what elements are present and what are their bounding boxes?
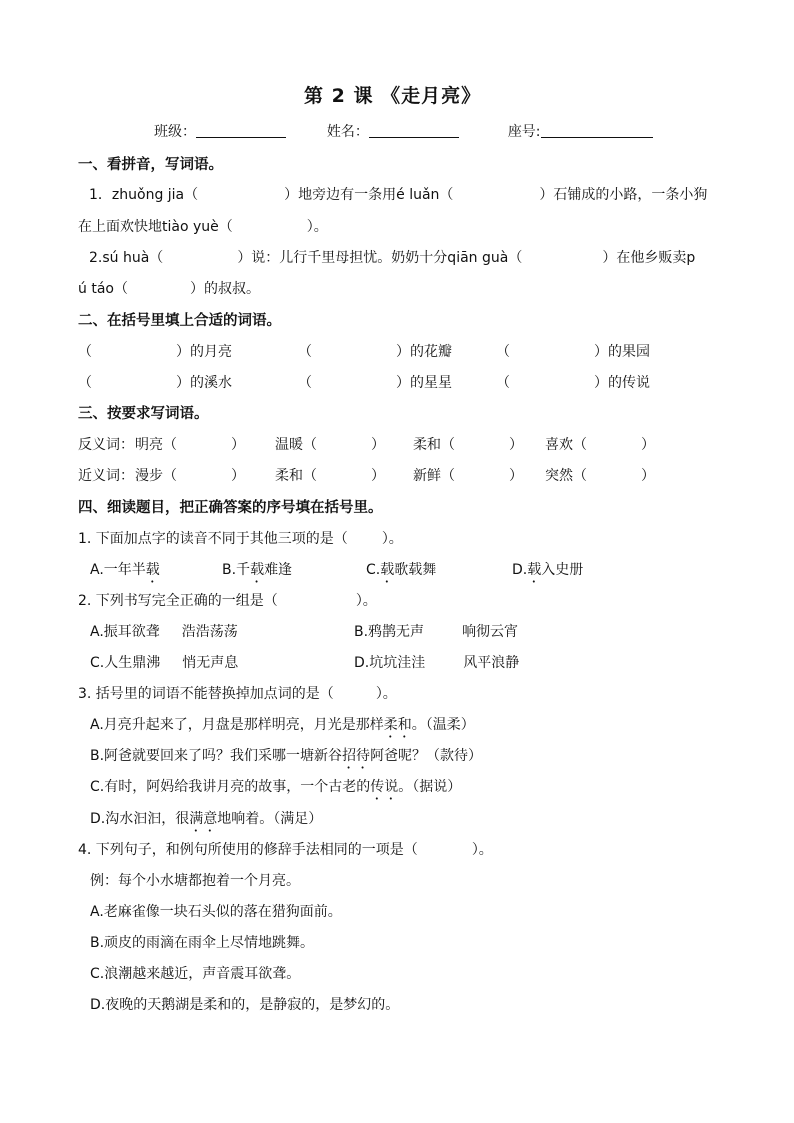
s1-q2-line2 xyxy=(78,279,260,299)
opt-text: 响彻云宵 xyxy=(462,624,519,640)
s4-q4-example: 例：每个小水塘都抱着一个月亮。 xyxy=(90,873,300,889)
synonym-4[interactable] xyxy=(545,466,655,486)
s2-item-3-text: ）的果园 xyxy=(594,344,650,360)
dotted-char: 载 xyxy=(250,562,265,578)
opt-text: C.有时，阿妈给我讲月亮的故事，一个古老的 xyxy=(90,779,371,795)
s4-q2-option-b[interactable] xyxy=(354,622,518,642)
seat-field[interactable] xyxy=(541,122,653,138)
s4-q2-option-d[interactable] xyxy=(354,653,519,673)
synonym-label: 近义词： xyxy=(78,468,134,484)
antonym-1-word: 明亮（ xyxy=(135,437,177,453)
opt-text: D.沟水汩汩，很 xyxy=(90,811,190,827)
s4-q3-option-a[interactable] xyxy=(90,715,475,741)
synonym-4-word: 突然（ xyxy=(545,468,587,484)
opt-text: 悄无声息 xyxy=(182,655,239,671)
s2-item-4-text: ）的溪水 xyxy=(176,375,232,391)
s1-q2-line1 xyxy=(89,248,695,268)
antonym-4[interactable] xyxy=(545,435,655,455)
dotted-word: 满意 xyxy=(189,811,218,827)
class-label: 班级： xyxy=(154,124,196,140)
s4-q3-stem-end: ）。 xyxy=(375,686,397,702)
s4-q3-stem xyxy=(78,684,397,704)
open-paren: （ xyxy=(298,375,312,391)
s1-q2-text-c: ）在他乡贩卖p xyxy=(602,250,696,266)
s2-item-1[interactable] xyxy=(78,342,232,362)
s4-q3-option-c[interactable] xyxy=(90,777,461,803)
dotted-char: 载 xyxy=(527,562,542,578)
s2-item-6-text: ）的传说 xyxy=(594,375,650,391)
synonym-2[interactable] xyxy=(275,466,385,486)
s2-item-5-text: ）的星星 xyxy=(396,375,452,391)
section-4-heading: 四、细读题目，把正确答案的序号填在括号里。 xyxy=(78,500,383,516)
name-label: 姓名： xyxy=(326,124,369,140)
s1-q1-line1 xyxy=(89,185,707,205)
antonym-2[interactable] xyxy=(275,435,385,455)
opt-text: C.人生鼎沸 xyxy=(90,655,161,671)
antonym-2-word: 温暖（ xyxy=(275,437,317,453)
s4-q4-stem xyxy=(78,840,493,860)
s1-q2-text-e: ）的叔叔。 xyxy=(189,281,260,297)
s1-q2-text-a: 2.sú huà（ xyxy=(89,250,164,266)
s1-q1-text-e: ）。 xyxy=(306,219,328,235)
s4-q4-option-b[interactable]: B.顽皮的雨滴在雨伞上尽情地跳舞。 xyxy=(90,935,315,951)
s4-q2-stem xyxy=(78,591,377,611)
seat-label: 座号: xyxy=(507,124,541,140)
close-paren: ） xyxy=(641,437,655,453)
s4-q1-stem xyxy=(78,529,403,549)
s4-q3-option-d[interactable] xyxy=(90,809,322,835)
close-paren: ） xyxy=(231,437,245,453)
close-paren: ） xyxy=(641,468,655,484)
s4-q1-option-b[interactable] xyxy=(222,560,292,586)
antonym-1[interactable] xyxy=(135,435,245,455)
s4-q4-option-d[interactable]: D.夜晚的天鹅湖是柔和的，是静寂的，是梦幻的。 xyxy=(90,997,400,1013)
opt-text: 风平浪静 xyxy=(463,655,520,671)
section-3-heading: 三、按要求写词语。 xyxy=(78,406,209,422)
section-1-heading: 一、看拼音，写词语。 xyxy=(78,157,223,173)
opt-text: 浩浩荡荡 xyxy=(181,624,238,640)
opt-text: B.千 xyxy=(222,562,251,578)
s4-q2-stem-text: 2. 下列书写完全正确的一组是（ xyxy=(78,593,278,609)
s4-q3-option-b[interactable] xyxy=(90,746,482,772)
antonym-label: 反义词： xyxy=(78,437,134,453)
s4-q4-stem-end: ）。 xyxy=(471,842,493,858)
s4-q2-option-a[interactable] xyxy=(90,622,238,642)
student-info-row xyxy=(154,122,653,142)
opt-text: A.振耳欲聋 xyxy=(90,624,160,640)
s1-q1-text-c: ）石铺成的小路，一条小狗 xyxy=(539,187,708,203)
opt-text: 歌载舞 xyxy=(394,562,437,578)
synonym-1[interactable] xyxy=(135,466,245,486)
opt-text: A.月亮升起来了，月盘是那样明亮，月光是那样 xyxy=(90,717,384,733)
dotted-char: 载 xyxy=(380,562,395,578)
opt-text: B.鸦鹊无声 xyxy=(354,624,425,640)
synonym-1-word: 漫步（ xyxy=(135,468,177,484)
s2-item-2[interactable] xyxy=(298,342,452,362)
opt-text: 。（温柔） xyxy=(411,717,475,733)
s2-item-5[interactable] xyxy=(298,373,452,393)
s4-q1-stem-text: 1. 下面加点字的读音不同于其他三项的是（ xyxy=(78,531,348,547)
s2-item-2-text: ）的花瓣 xyxy=(396,344,452,360)
opt-text: D. xyxy=(512,562,528,578)
s2-item-4[interactable] xyxy=(78,373,232,393)
s1-q1-text-a: 1．zhuǒng jia（ xyxy=(89,187,199,203)
s2-item-6[interactable] xyxy=(496,373,650,393)
s1-q1-line2 xyxy=(78,217,328,237)
section-2-heading: 二、在括号里填上合适的词语。 xyxy=(78,313,281,329)
s1-q2-text-b: ）说：儿行千里母担忧。奶奶十分qiān guà（ xyxy=(237,250,523,266)
s2-item-1-text: ）的月亮 xyxy=(176,344,232,360)
s4-q4-option-c[interactable]: C.浪潮越来越近，声音震耳欲聋。 xyxy=(90,966,301,982)
s4-q4-option-a[interactable]: A.老麻雀像一块石头似的落在猎狗面前。 xyxy=(90,904,342,920)
class-field[interactable] xyxy=(196,122,286,138)
s4-q1-option-d[interactable] xyxy=(512,560,583,586)
synonym-3-word: 新鲜（ xyxy=(413,468,455,484)
s4-q2-option-c[interactable] xyxy=(90,653,238,673)
opt-text: 地响着。（满足） xyxy=(217,811,323,827)
close-paren: ） xyxy=(371,468,385,484)
synonym-2-word: 柔和（ xyxy=(275,468,317,484)
opt-text: 难逢 xyxy=(264,562,293,578)
s1-q1-text-d: 在上面欢快地tiào yuè（ xyxy=(78,219,233,235)
close-paren: ） xyxy=(509,437,523,453)
s1-q2-text-d: ú táo（ xyxy=(78,281,128,297)
close-paren: ） xyxy=(371,437,385,453)
dotted-word: 传说 xyxy=(370,779,399,795)
s4-q1-stem-end: ）。 xyxy=(381,531,403,547)
s4-q4-stem-text: 4. 下列句子，和例句所使用的修辞手法相同的一项是（ xyxy=(78,842,418,858)
open-paren: （ xyxy=(78,375,92,391)
dotted-word: 柔和 xyxy=(383,717,412,733)
page-title: 第 2 课 《走月亮》 xyxy=(304,85,482,107)
synonym-3[interactable] xyxy=(413,466,523,486)
opt-text: C. xyxy=(366,562,381,578)
s4-q2-stem-end: ）。 xyxy=(355,593,377,609)
opt-text: B.阿爸就要回来了吗？我们采哪一塘新谷 xyxy=(90,748,343,764)
open-paren: （ xyxy=(496,344,510,360)
s2-item-3[interactable] xyxy=(496,342,650,362)
opt-text: 。（据说） xyxy=(398,779,462,795)
s4-q1-option-a[interactable] xyxy=(90,560,160,586)
s1-q1-text-b: ）地旁边有一条用é luǎn（ xyxy=(284,187,454,203)
opt-text: 阿爸呢？（款待） xyxy=(370,748,483,764)
s4-q3-stem-text: 3. 括号里的词语不能替换掉加点词的是（ xyxy=(78,686,334,702)
close-paren: ） xyxy=(231,468,245,484)
antonym-3-word: 柔和（ xyxy=(413,437,455,453)
dotted-word: 招待 xyxy=(342,748,371,764)
antonym-4-word: 喜欢（ xyxy=(545,437,587,453)
opt-text: A.一年半 xyxy=(90,562,146,578)
opt-text: 入史册 xyxy=(541,562,584,578)
close-paren: ） xyxy=(509,468,523,484)
dotted-char: 载 xyxy=(145,562,160,578)
open-paren: （ xyxy=(298,344,312,360)
antonym-3[interactable] xyxy=(413,435,523,455)
open-paren: （ xyxy=(78,344,92,360)
s4-q1-option-c[interactable] xyxy=(366,560,436,586)
name-field[interactable] xyxy=(369,122,459,138)
open-paren: （ xyxy=(496,375,510,391)
opt-text: D.坑坑洼洼 xyxy=(354,655,426,671)
